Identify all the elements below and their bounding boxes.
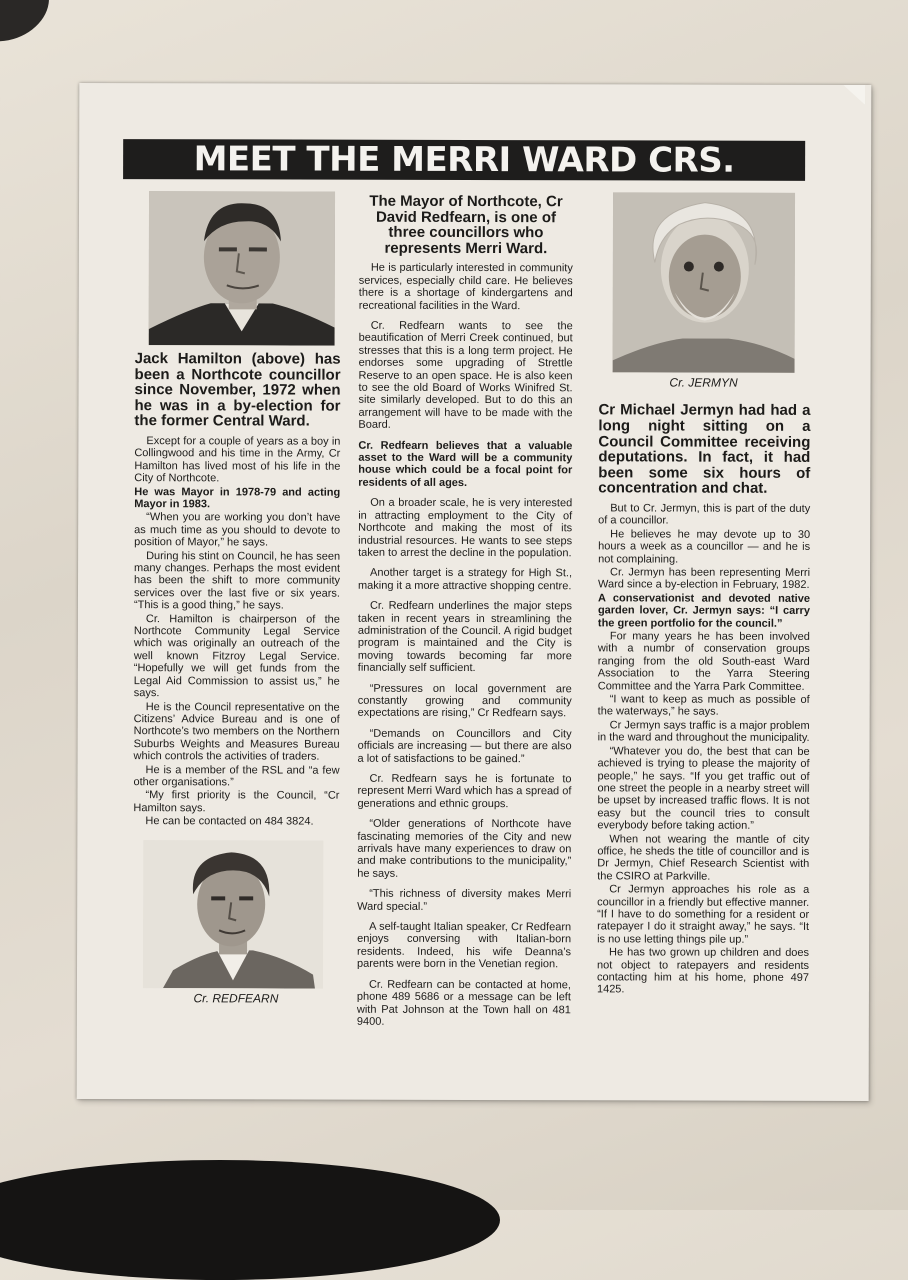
hamilton-lead: Jack Hamilton (above) has been a Northcote councillor since November, 1972 when he was in a by-election for the former Central Ward. [134,350,341,430]
redfearn-lead: The Mayor of Northcote, Cr David Redfearn, is one of three councillors who represents Merri Ward. [369,192,563,257]
table-shadow-bottom [0,1160,500,1280]
paragraph: He is the Council representative on the Citizens’ Advice Bureau and is one of Northcote’s two members on the Northern Suburbs Weights and Measures Bureau which controls the activities of traders. [133,700,340,763]
caption-redfearn: Cr. REDFEARN [193,990,279,1006]
paragraph: A self-taught Italian speaker, Cr Redfearn enjoys conversing with Italian-born residents. Indeed, his wife Deanna’s parents were born in the Venetian region. [357,920,572,971]
paragraph: Except for a couple of years as a boy in Collingwood and his time in the Army, Cr Hamilton has lived most of his life in the City of Northcote. [134,435,341,485]
caption-jermyn: Cr. JERMYN [669,375,738,390]
paragraph: Cr. Jermyn has been representing Merri Ward since a by-election in February, 1982. [598,566,811,592]
paragraph: “When you are working you don’t have as much time as you should to devote to position of Mayor,” he says. [134,511,341,549]
paragraph: “Demands on Councillors and City officials are increasing — but there are also a lot of satisfactions to be gained.” [357,727,572,765]
paragraph-bold: A conservationist and devoted native garden lover, Cr. Jermyn says: “I carry the green portfolio for the council.” [597,592,810,630]
paragraph: He is particularly interested in community services, especially child care. He believes there is a shortage of kindergartens and recreational facilities in the Ward. [358,262,573,312]
paragraph: When not wearing the mantle of city office, he sheds the title of councillor and is Dr Jermyn, Chief Research Scientist with the CSIRO at Parkville. [597,832,810,883]
paragraph: Cr. Hamilton is chairperson of the Northcote Community Legal Service which was originally an outreach of the well known Fitzroy Legal Service. “Hopefully we will get funds from the Legal Aid Commission to assist us,” he says. [133,612,340,700]
paragraph: On a broader scale, he is very interested in attracting employment to the City of Northcote and making the most of its industrial resources. He wants to see steps taken to arrest the decline in the population. [358,497,573,560]
paragraph: He believes he may devote up to 30 hours a week as a councillor — and he is not complaining. [598,528,811,566]
paragraph: During his stint on Council, he has seen many changes. Perhaps the most evident has been the shift to more community services over the last five or six years. “This is a good thing,” he says. [133,549,341,612]
column-hamilton [133,191,341,1005]
paragraph: “Pressures on local government are constantly growing and community expectations are rising,” Cr Redfearn says. [357,682,572,720]
paragraph: He can be contacted on 484 3824. [145,815,314,828]
folded-corner [843,85,865,105]
paragraph: Cr. Redfearn underlines the major steps taken in recent years in streamlining the administration of the Council. A rigid budget program is maintained and the City is moving towards becoming far more financially self sufficient. [357,599,572,675]
jermyn-lead: Cr Michael Jermyn had had a long night sitting on a Council Committee receiving deputations. In fact, it had been some six hours of concentration and chat. [598,401,811,498]
paragraph: He is a member of the RSL and “a few other organisations.” [133,763,340,789]
paragraph: He has two grown up children and does not object to ratepayers and residents contacting him at his home, phone 497 1425. [596,946,810,996]
paragraph: Cr. Redfearn can be contacted at home, phone 489 5686 or a message can be left with Pat Johnson at the Town hall on 481 9400. [356,978,571,1028]
column-jermyn [597,192,811,997]
paragraph: For many years he has been involved with a numbr of conservation groups ranging from the old South-east Ward Association to the Yarra Steering Committee and the Yarra Park Committee. [597,630,810,693]
paragraph: Cr. Redfearn wants to see the beautification of Merri Creek continued, but stresses that this is a long term project. He endorses some upgrading of Strettle Reserve to an open space. He is also keen to see the old Board of Works Winifred St. site similarly developed. But to do this an arrangement will have to be made with the Board. [358,319,573,432]
photo-hamilton [149,191,335,345]
jermyn-body [597,502,810,996]
paragraph: “This richness of diversity makes Merri Ward special.” [357,887,572,913]
table-shadow [0,0,59,53]
paragraph: But to Cr. Jermyn, this is part of the duty of a councillor. [598,502,811,527]
newsletter-page [77,83,872,1101]
paragraph-bold: Cr. Redfearn believes that a valuable asset to the Ward will be a community house which could be a focal point for residents of all ages. [358,439,573,489]
page-title: MEET THE MERRI WARD CRS. [123,139,805,181]
paragraph: Cr Jermyn says traffic is a major problem in the ward and throughout the municipality. [597,719,810,745]
redfearn-body [357,262,573,1028]
paragraph-bold: He was Mayor in 1978-79 and acting Mayor in 1983. [134,485,341,511]
hamilton-body [133,435,340,828]
paragraph: Cr Jermyn approaches his role as a councillor in a friendly but effective manner. “If I have to do something for a resident or ratepayer I do it straight away,” he says. “It is no use letting things pile up.” [597,883,810,946]
paragraph: “Older generations of Northcote have fascinating memories of the City and new arrivals have many experiences to draw on and make contributions to the municipality,” he says. [357,817,572,880]
paragraph: “Whatever you do, the best that can be achieved is trying to please the majority of people,” he says. “If you get traffic out of one street the people in a nearby street will be upset by increased traffic flows. It is not easy but the council tries to consult everybody before taking action.” [597,745,810,832]
photo-jermyn [613,192,795,372]
paragraph: “I want to keep as much as possible of the waterways,” he says. [597,693,810,719]
photo-redfearn [143,840,323,988]
paragraph: Another target is a strategy for High St., making it a more attractive shopping centre. [358,567,573,592]
paragraph: Cr. Redfearn says he is fortunate to represent Merri Ward which has a spread of generations and ethnic groups. [357,772,572,810]
column-redfearn [357,192,573,1037]
paragraph: “My first priority is the Council, “Cr Hamilton says. [133,789,340,815]
